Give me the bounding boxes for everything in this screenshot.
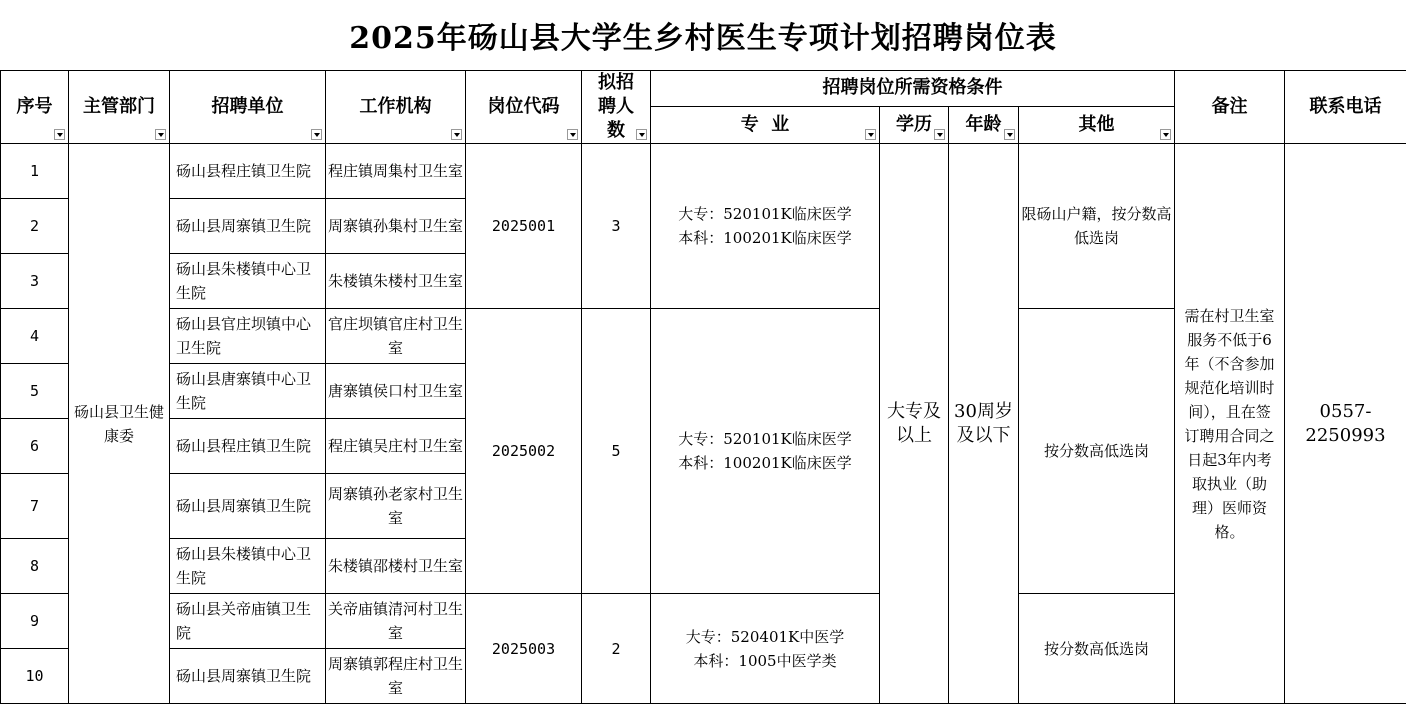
header-remark: 备注: [1175, 71, 1285, 144]
org-cell[interactable]: 周寨镇孙老家村卫生室: [326, 474, 466, 539]
seq-cell[interactable]: 5: [1, 364, 69, 419]
filter-dropdown-icon[interactable]: [934, 129, 945, 140]
other-cell[interactable]: 按分数高低选岗: [1019, 309, 1175, 594]
filter-dropdown-icon[interactable]: [1160, 129, 1171, 140]
seq-cell[interactable]: 8: [1, 539, 69, 594]
page-title: 2025年砀山县大学生乡村医生专项计划招聘岗位表: [0, 0, 1406, 70]
filter-dropdown-icon[interactable]: [865, 129, 876, 140]
org-cell[interactable]: 官庄坝镇官庄村卫生室: [326, 309, 466, 364]
filter-dropdown-icon[interactable]: [636, 129, 647, 140]
unit-cell[interactable]: 砀山县唐寨镇中心卫生院: [170, 364, 326, 419]
seq-cell[interactable]: 2: [1, 199, 69, 254]
unit-cell[interactable]: 砀山县程庄镇卫生院: [170, 419, 326, 474]
header-age[interactable]: 年龄: [949, 106, 1019, 143]
seq-cell[interactable]: 6: [1, 419, 69, 474]
unit-cell[interactable]: 砀山县程庄镇卫生院: [170, 144, 326, 199]
count-cell[interactable]: 2: [582, 594, 651, 704]
unit-cell[interactable]: 砀山县周寨镇卫生院: [170, 474, 326, 539]
remark-cell[interactable]: 需在村卫生室服务不低于6年（不含参加规范化培训时间），且在签订聘用合同之日起3年内考取执业（助理）医师资格。: [1175, 144, 1285, 704]
header-qualification-group: 招聘岗位所需资格条件: [651, 71, 1175, 107]
unit-cell[interactable]: 砀山县周寨镇卫生院: [170, 649, 326, 704]
count-cell[interactable]: 5: [582, 309, 651, 594]
code-cell[interactable]: 2025001: [466, 144, 582, 309]
major-cell[interactable]: 大专：520101K临床医学 本科：100201K临床医学: [651, 309, 880, 594]
major-cell[interactable]: 大专：520401K中医学 本科：1005中医学类: [651, 594, 880, 704]
header-seq[interactable]: 序号: [1, 71, 69, 144]
header-edu[interactable]: 学历: [880, 106, 949, 143]
code-cell[interactable]: 2025002: [466, 309, 582, 594]
header-other[interactable]: 其他: [1019, 106, 1175, 143]
header-dept[interactable]: 主管部门: [69, 71, 170, 144]
table-row: [1, 144, 1406, 199]
header-count[interactable]: 拟招聘人数: [582, 71, 651, 144]
phone-cell[interactable]: 0557-2250993: [1285, 144, 1406, 704]
age-cell[interactable]: 30周岁及以下: [949, 144, 1019, 704]
unit-cell[interactable]: 砀山县关帝庙镇卫生院: [170, 594, 326, 649]
major-cell[interactable]: 大专：520101K临床医学 本科：100201K临床医学: [651, 144, 880, 309]
header-unit[interactable]: 招聘单位: [170, 71, 326, 144]
filter-dropdown-icon[interactable]: [567, 129, 578, 140]
org-cell[interactable]: 唐寨镇侯口村卫生室: [326, 364, 466, 419]
unit-cell[interactable]: 砀山县官庄坝镇中心卫生院: [170, 309, 326, 364]
seq-cell[interactable]: 1: [1, 144, 69, 199]
other-cell[interactable]: 按分数高低选岗: [1019, 594, 1175, 704]
filter-dropdown-icon[interactable]: [311, 129, 322, 140]
count-cell[interactable]: 3: [582, 144, 651, 309]
filter-dropdown-icon[interactable]: [54, 129, 65, 140]
org-cell[interactable]: 周寨镇孙集村卫生室: [326, 199, 466, 254]
filter-dropdown-icon[interactable]: [155, 129, 166, 140]
header-code[interactable]: 岗位代码: [466, 71, 582, 144]
org-cell[interactable]: 程庄镇吴庄村卫生室: [326, 419, 466, 474]
unit-cell[interactable]: 砀山县朱楼镇中心卫生院: [170, 254, 326, 309]
unit-cell[interactable]: 砀山县朱楼镇中心卫生院: [170, 539, 326, 594]
org-cell[interactable]: 朱楼镇邵楼村卫生室: [326, 539, 466, 594]
org-cell[interactable]: 关帝庙镇清河村卫生室: [326, 594, 466, 649]
seq-cell[interactable]: 3: [1, 254, 69, 309]
seq-cell[interactable]: 9: [1, 594, 69, 649]
seq-cell[interactable]: 4: [1, 309, 69, 364]
seq-cell[interactable]: 10: [1, 649, 69, 704]
recruitment-table: [0, 70, 1406, 704]
dept-cell[interactable]: 砀山县卫生健康委: [69, 144, 170, 704]
org-cell[interactable]: 朱楼镇朱楼村卫生室: [326, 254, 466, 309]
header-org[interactable]: 工作机构: [326, 71, 466, 144]
seq-cell[interactable]: 7: [1, 474, 69, 539]
org-cell[interactable]: 周寨镇郭程庄村卫生室: [326, 649, 466, 704]
other-cell[interactable]: 限砀山户籍，按分数高低选岗: [1019, 144, 1175, 309]
org-cell[interactable]: 程庄镇周集村卫生室: [326, 144, 466, 199]
header-major[interactable]: 专 业: [651, 106, 880, 143]
header-phone: 联系电话: [1285, 71, 1406, 144]
edu-cell[interactable]: 大专及以上: [880, 144, 949, 704]
code-cell[interactable]: 2025003: [466, 594, 582, 704]
filter-dropdown-icon[interactable]: [451, 129, 462, 140]
filter-dropdown-icon[interactable]: [1004, 129, 1015, 140]
unit-cell[interactable]: 砀山县周寨镇卫生院: [170, 199, 326, 254]
